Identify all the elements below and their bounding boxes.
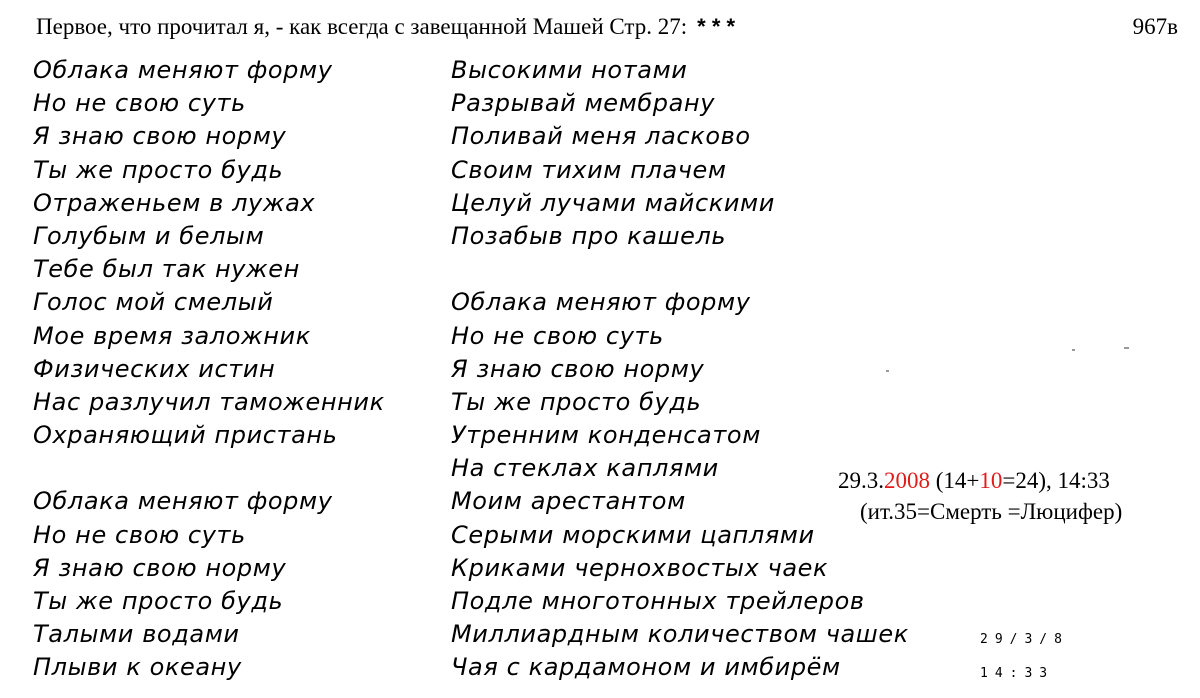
poem-line: Облака меняют форму: [33, 487, 333, 516]
poem-line: Поливай меня ласково: [451, 122, 751, 151]
poem-line: Нас разлучил таможенник: [33, 387, 385, 416]
date-ten: 10: [979, 468, 1003, 493]
poem-line: Ты же просто будь: [33, 155, 284, 184]
date-year: 2008: [884, 468, 930, 493]
handwritten-date: 29/3/8: [980, 632, 1069, 647]
poem-column-left: [33, 54, 385, 685]
date-prefix: 29.3.: [838, 468, 884, 493]
poem-line: Ты же просто будь: [33, 587, 284, 615]
poem-line: Голубым и белым: [33, 221, 265, 250]
date-note: [838, 465, 1122, 527]
poem-line: Утренним конденсатом: [451, 421, 761, 450]
handwritten-time: 14:33: [980, 666, 1055, 681]
header-text: Первое, что прочитал я, - как всегда с завещанной Машей Стр. 27:: [36, 14, 688, 39]
poem-line: Облака меняют форму: [33, 56, 333, 84]
poem-line: Высокими нотами: [451, 56, 688, 84]
poem-line: Серыми морскими цаплями: [451, 520, 815, 549]
scan-speck: [1072, 349, 1075, 351]
date-rest: =24), 14:33: [1002, 468, 1110, 493]
poem-line: Но не свою суть: [33, 520, 246, 549]
date-note-line1: [838, 465, 1122, 496]
poem-line: Но не свою суть: [33, 89, 246, 118]
poem-line: Разрывай мембрану: [451, 89, 716, 118]
poem-line: Миллиардным количеством чашек: [451, 620, 909, 649]
poem-line: Моим арестантом: [451, 487, 686, 516]
scan-speck: [886, 370, 889, 372]
poem-line: Целуй лучами майскими: [451, 188, 775, 217]
poem-line: Отраженьем в лужах: [33, 188, 316, 217]
poem-column-right: [451, 54, 909, 685]
poem-line: Я знаю свою норму: [451, 354, 705, 383]
poem-line: Своим тихим плачем: [451, 155, 727, 184]
poem-line: Мое время заложник: [33, 321, 311, 350]
poem-line: Криками чернохвостых чаек: [451, 553, 829, 582]
page-number: 967в: [1132, 14, 1178, 39]
poem-line: Охраняющий пристань: [33, 421, 338, 450]
poem-line: На стеклах каплями: [451, 454, 719, 483]
poem-line: Голос мой смелый: [33, 288, 274, 317]
poem-line: Физических истин: [33, 354, 276, 383]
poem-line: Ты же просто будь: [451, 387, 702, 416]
header-stars: * * *: [697, 14, 736, 39]
stanza-gap: [33, 452, 385, 485]
poem-line: Талыми водами: [33, 620, 240, 649]
date-open: (14+: [930, 468, 980, 493]
scan-speck: [1124, 347, 1129, 349]
poem-line: Я знаю свою норму: [33, 553, 287, 582]
poem-line: Тебе был так нужен: [33, 255, 300, 284]
poem-line: Но не свою суть: [451, 321, 664, 350]
poem-line: Плыви к океану: [33, 653, 242, 682]
poem-line: Подле многотонных трейлеров: [451, 587, 865, 615]
page-header: [36, 14, 735, 40]
stanza-gap: [451, 253, 909, 286]
poem-line: Позабыв про кашель: [451, 221, 727, 250]
poem-line: Облака меняют форму: [451, 288, 751, 317]
date-note-line2: (ит.35=Смерть =Люцифер): [860, 499, 1123, 524]
poem-line: Я знаю свою норму: [33, 122, 287, 151]
poem-line: Чая с кардамоном и имбирём: [451, 653, 841, 682]
